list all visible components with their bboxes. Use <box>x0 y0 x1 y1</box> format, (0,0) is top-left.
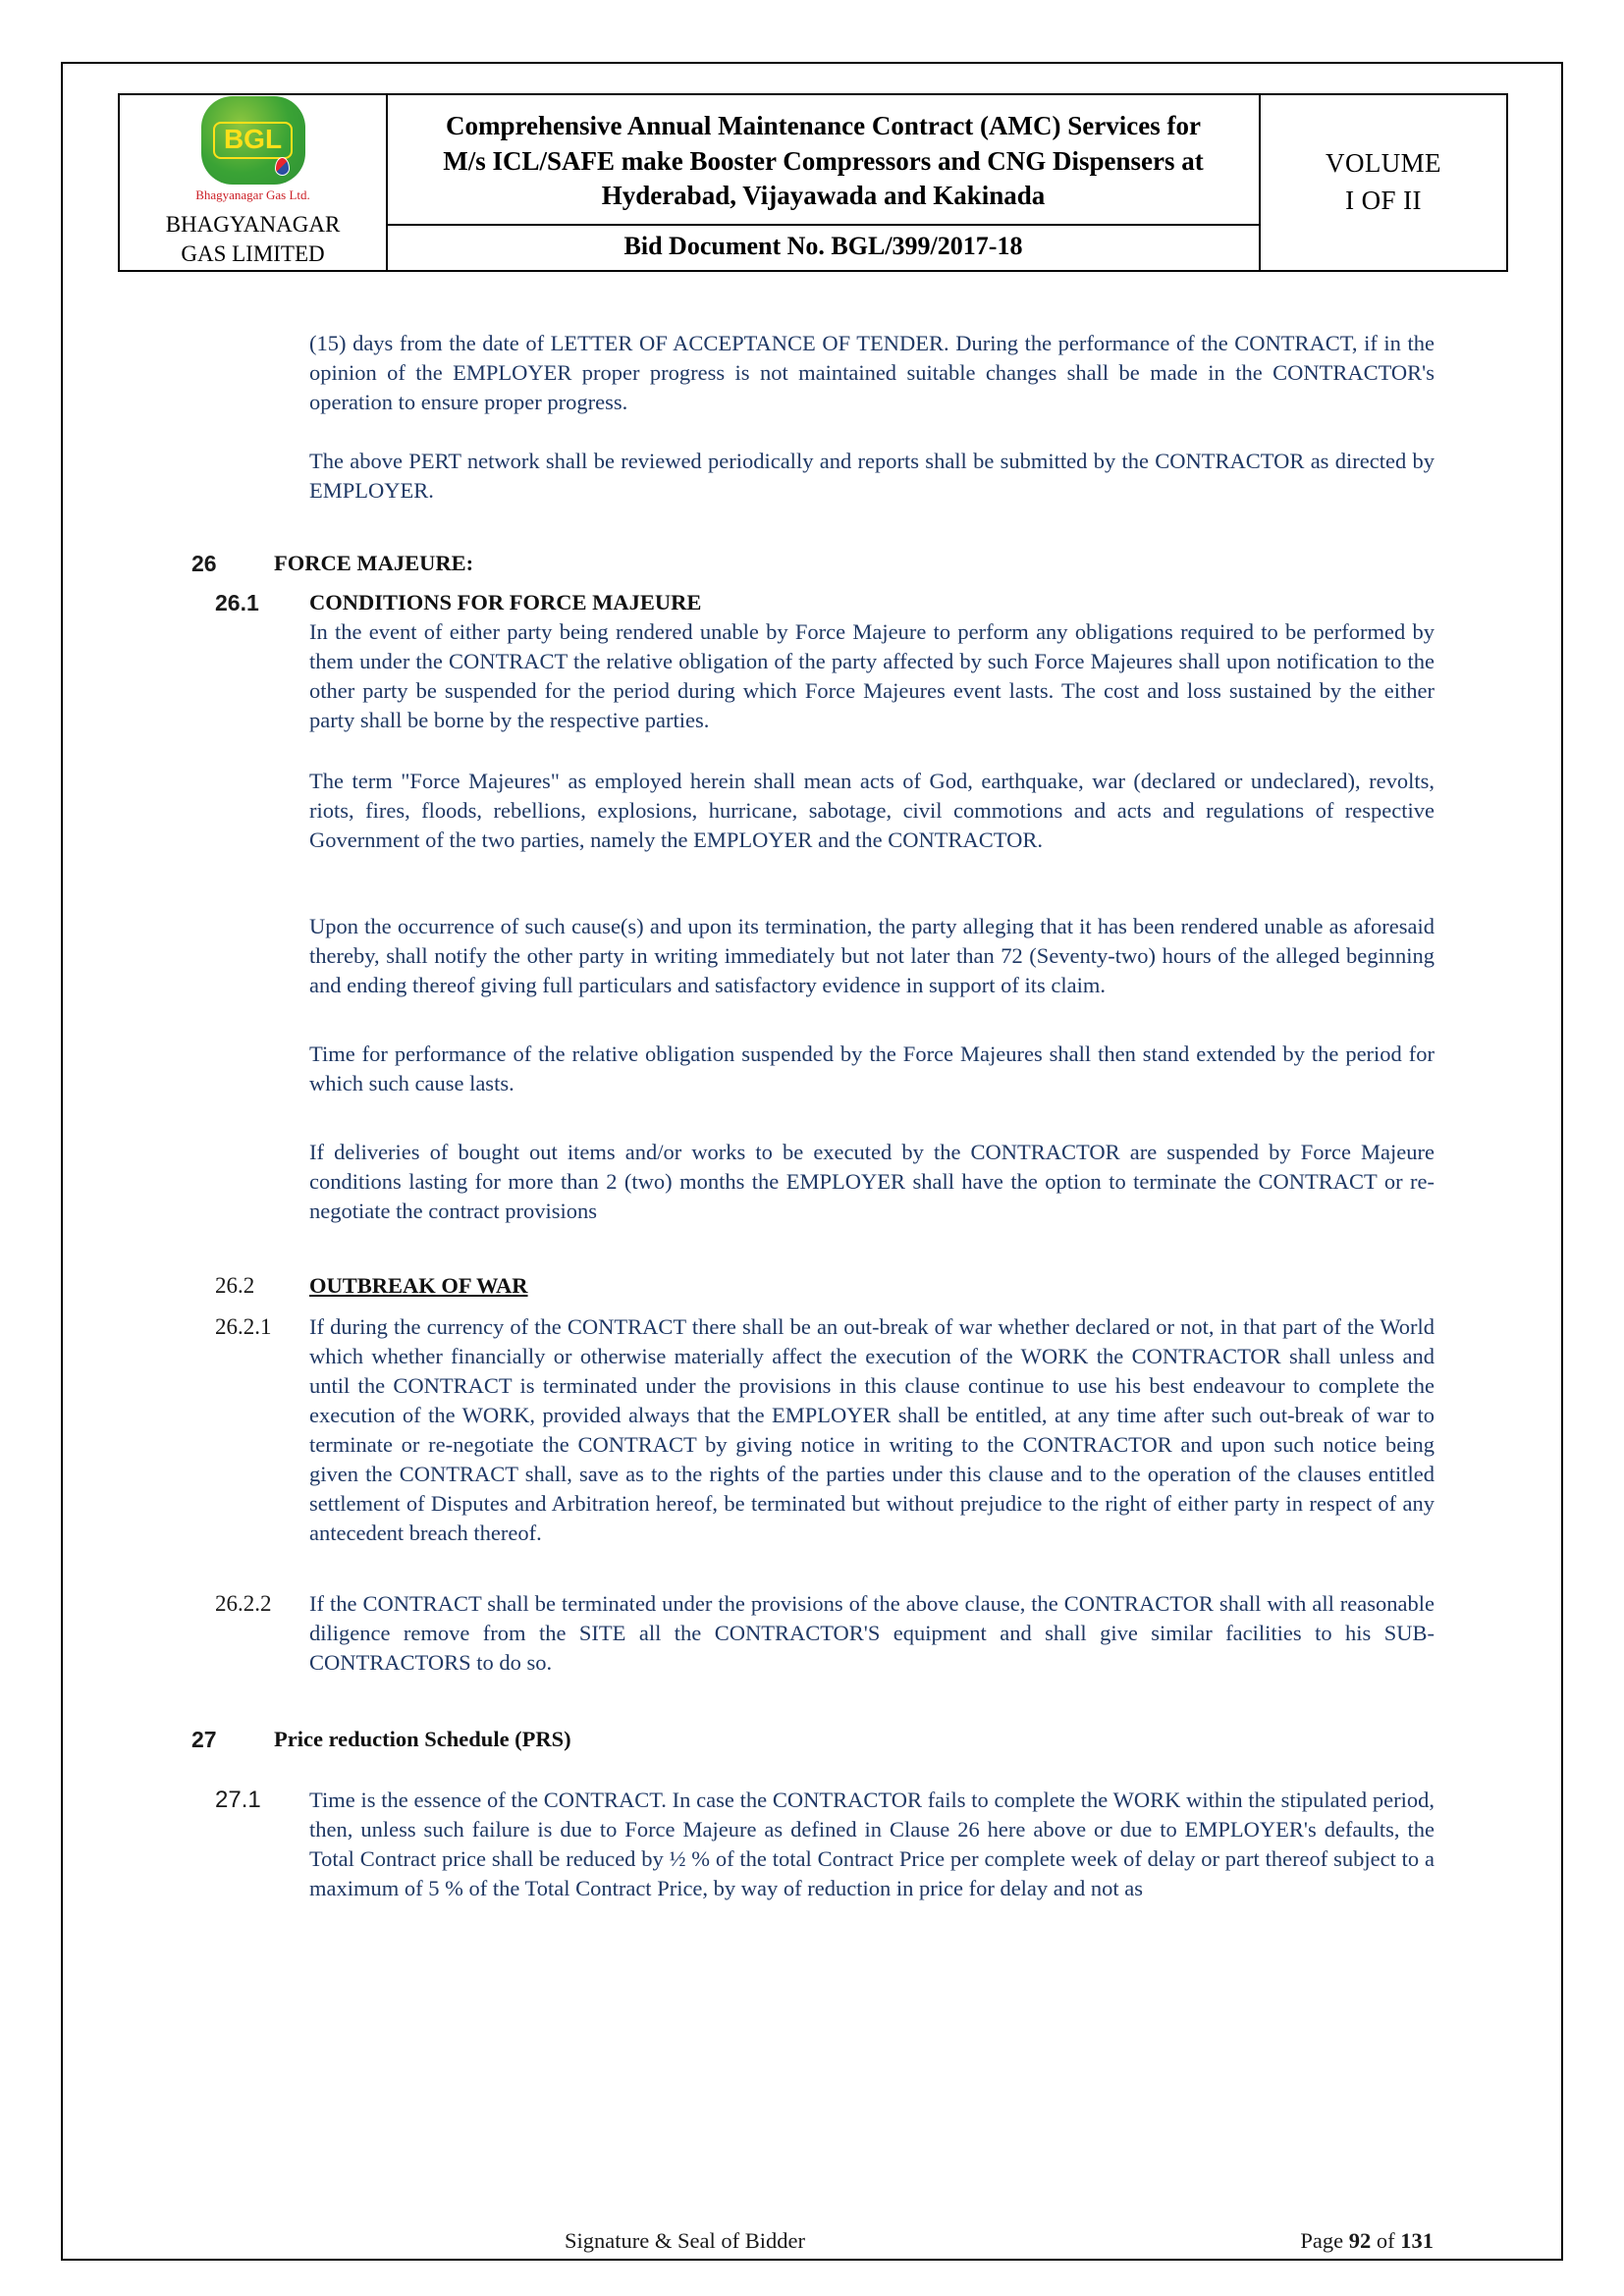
bid-document-number: Bid Document No. BGL/399/2017-18 <box>388 224 1259 270</box>
section-number: 26.2.1 <box>215 1314 272 1339</box>
section-number: 26.1 <box>215 590 259 615</box>
paragraph: Time for performance of the relative obligation suspended by the Force Majeures shall then stand extended by the period for which such cause lasts. <box>309 1041 1435 1095</box>
paragraph: In the event of either party being rendered unable by Force Majeure to perform any obligations required to be performed by them under the CONTRACT the relative obligation of the party affected by such Force Majeures shall upon notification to the other party be suspended for the period during which Force Majeures event lasts. The cost and loss sustained by the either party shall be borne by the respective parties. <box>309 619 1435 732</box>
section-number: 27 <box>191 1727 217 1752</box>
section-number: 26 <box>191 551 217 576</box>
section-title: CONDITIONS FOR FORCE MAJEURE <box>309 590 702 614</box>
document-header <box>118 93 1508 272</box>
paragraph: Upon the occurrence of such cause(s) and upon its termination, the party alleging that it has been rendered unable as aforesaid thereby, shall notify the other party in writing immediately but not later than 72 (Seventy-two) hours of the alleged beginning and ending thereof giving full particulars and satisfactory evidence in support of its claim. <box>309 914 1435 997</box>
paragraph: If during the currency of the CONTRACT there shall be an out-break of war whether declared or not, in that part of the World which whether financially or otherwise materially affect the execution of the WORK the CONTRACTOR shall unless and until the CONTRACT is terminated under the provisions in this clause continue to use his best endeavour to complete the execution of the WORK, provided always that the EMPLOYER shall be entitled, at any time after such out-break of war to terminate or re-negotiate the CONTRACT by giving notice in writing to the CONTRACTOR and upon such notice being given the CONTRACT shall, save as to the rights of the parties under this clause and to the operation of the clauses entitled settlement of Disputes and Arbitration hereof, be terminated but without prejudice to the right of either party in respect of any antecedent breach thereof. <box>309 1314 1435 1545</box>
section-26-1 <box>191 588 1435 1226</box>
page-current: 92 <box>1348 2228 1372 2253</box>
section-26-2-1 <box>191 1312 1435 1548</box>
volume-line2: I OF II <box>1345 185 1422 215</box>
section-26-2-2 <box>191 1589 1435 1678</box>
section-26-heading <box>191 549 1435 578</box>
section-26-2-heading <box>191 1271 1435 1301</box>
document-title: Comprehensive Annual Maintenance Contract (AMC) Services for M/s ICL/SAFE make Booster Compressors and CNG Dispensers at Hyderabad, Vijayawada and Kakinada <box>443 111 1204 211</box>
section-number: 27.1 <box>215 1787 261 1813</box>
logo-cell <box>119 94 387 271</box>
of-label: of <box>1376 2228 1395 2253</box>
section-26-1-body <box>309 588 1435 1226</box>
section-number: 26.2 <box>215 1273 255 1298</box>
page-total: 131 <box>1400 2228 1434 2253</box>
paragraph-intro-2: The above PERT network shall be reviewed periodically and reports shall be submitted by the CONTRACTOR as directed by EMPLOYER. <box>309 449 1435 503</box>
logo-acronym: BGL <box>213 122 293 158</box>
section-number: 26.2.2 <box>215 1591 272 1616</box>
paragraph: If the CONTRACT shall be terminated under the provisions of the above clause, the CONTRACTOR shall with all reasonable diligence remove from the SITE all the CONTRACTOR'S equipment and shall give similar facilities to his SUB-CONTRACTORS to do so. <box>309 1591 1435 1675</box>
paragraph: If deliveries of bought out items and/or works to be executed by the CONTRACTOR are suspended by Force Majeure conditions lasting for more than 2 (two) months the EMPLOYER shall have the option to terminate the CONTRACT or re-negotiate the contract provisions <box>309 1140 1435 1223</box>
section-27-1 <box>191 1786 1435 1903</box>
document-body <box>191 329 1435 1903</box>
volume-line1: VOLUME <box>1326 148 1441 179</box>
company-name <box>120 210 386 269</box>
section-title: OUTBREAK OF WAR <box>309 1273 528 1298</box>
paragraph-intro-1: (15) days from the date of LETTER OF ACCEPTANCE OF TENDER. During the performance of the CONTRACT, if in the opinion of the EMPLOYER proper progress is not maintained suitable changes shall be made in the CONTRACTOR's operation to ensure proper progress. <box>309 331 1435 414</box>
volume-label <box>1260 94 1507 271</box>
page-label: Page <box>1300 2228 1344 2253</box>
gas-flame-icon <box>275 157 290 176</box>
title-cell <box>387 94 1260 271</box>
company-name-line1: BHAGYANAGAR <box>165 212 341 238</box>
company-name-line2: GAS LIMITED <box>181 240 325 266</box>
paragraph: Time is the essence of the CONTRACT. In case the CONTRACTOR fails to complete the WORK within the stipulated period, then, unless such failure is due to Force Majeure as defined in Clause 26 here above or due to EMPLOYER's defaults, the Total Contract price shall be reduced by ½ % of the total Contract Price per complete week of delay or part thereof subject to a maximum of 5 % of the Total Contract Price, by way of reduction in price for delay and not as <box>309 1788 1435 1900</box>
section-27-heading <box>191 1725 1435 1754</box>
company-logo-icon <box>201 96 305 185</box>
paragraph: The term "Force Majeures" as employed herein shall mean acts of God, earthquake, war (declared or undeclared), revolts, riots, fires, floods, rebellions, explosions, hurricane, sabotage, civil commotions and acts and regulations of respective Government of the two parties, namely the EMPLOYER and the CONTRACTOR. <box>309 769 1435 852</box>
section-title: FORCE MAJEURE: <box>274 551 474 575</box>
logo-caption: Bhagyanagar Gas Ltd. <box>195 187 310 203</box>
section-title: Price reduction Schedule (PRS) <box>274 1727 571 1751</box>
page-number <box>1300 2228 1434 2254</box>
signature-line: Signature & Seal of Bidder <box>565 2228 805 2253</box>
